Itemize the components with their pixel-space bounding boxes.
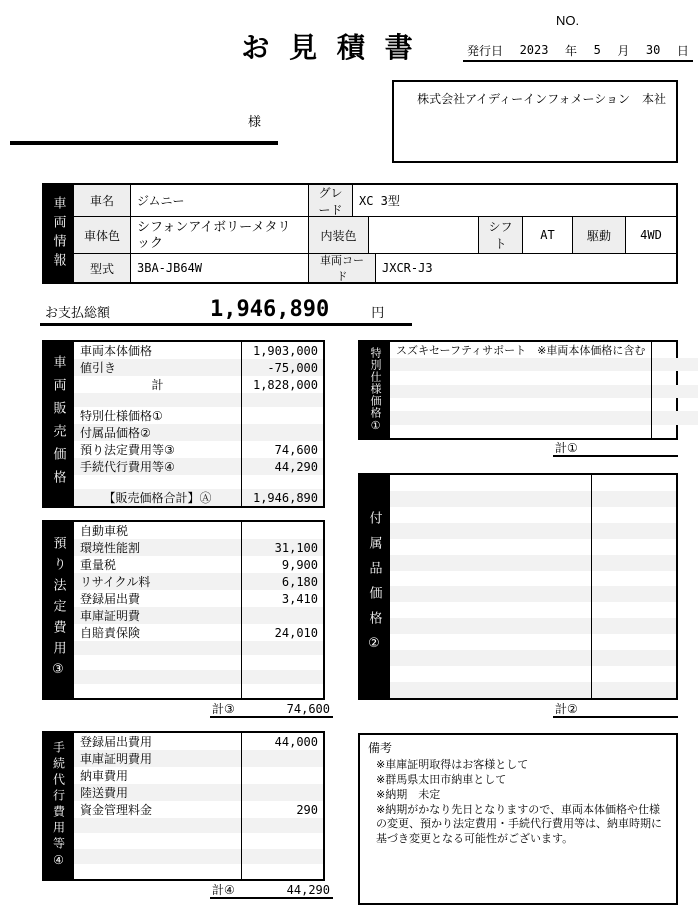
row-label: 付属品価格② [80,426,151,440]
accessories-section-label: 付属品価格② [367,510,383,663]
table-row [74,253,676,282]
issue-month: 5 [593,43,601,57]
table-row [390,507,676,523]
row-value: 24,010 [241,624,323,641]
page-title: お 見 積 書 [241,32,419,63]
subtotal-label: 計① [555,441,578,455]
deposit-fees-subtotal [210,701,333,718]
table-row [74,624,323,641]
subtotal-value: 74,600 [286,701,330,716]
table-row [74,185,676,216]
procedure-fees-section-band [44,733,74,879]
procedure-fees-section-label: 手続代行費用等④ [51,741,66,871]
row-value [241,607,323,624]
issue-day: 30 [645,43,661,57]
table-row [390,523,676,539]
grade-value: XC 3型 [352,185,676,216]
deposit-fees-section-label: 預り法定費用③ [51,535,67,685]
table-row [390,491,676,507]
row-value [241,767,323,784]
special-spec-subtotal [553,440,678,457]
document-number-label: NO. [556,13,580,28]
table-row [74,393,323,407]
shift-label: シフト [478,217,522,253]
table-row [390,682,676,698]
accessories-section-band [360,475,390,698]
subtotal-value: 44,290 [286,882,330,897]
deposit-fees-section-band [44,522,74,698]
table-row [74,475,323,489]
accessories-table [358,473,678,700]
issue-month-suffix: 月 [617,43,630,58]
table-row [390,411,698,424]
table-row [390,586,676,602]
special-spec-section-label: 特別仕様価格① [369,347,381,433]
row-value: 290 [241,801,323,818]
row-value: 74,600 [241,441,323,458]
remark-line: ※群馬県太田市納車として [376,773,507,786]
customer-name-underline [10,141,278,145]
row-value: 9,900 [241,556,323,573]
table-row [390,650,676,666]
row-label: 陸送費用 [80,786,129,800]
accessories-subtotal [553,701,678,718]
procedure-fees-table [42,731,325,881]
vehicle-name-label: 車名 [74,185,130,216]
row-label: 車両本体価格 [80,344,153,358]
row-label: 計 [151,378,164,392]
sales-price-section-band [44,342,74,506]
table-row [390,571,676,587]
shift-value: AT [522,217,572,253]
table-row [390,342,698,358]
row-label: 手続代行費用等④ [80,460,175,474]
subtotal-label: 計④ [212,883,235,897]
table-row [74,784,323,801]
row-label: 【販売価格合計】Ⓐ [103,491,212,505]
row-label: 特別仕様価格① [80,409,163,423]
drive-value: 4WD [625,217,676,253]
row-value: 31,100 [241,539,323,556]
total-payment-label: お支払総額 [45,305,111,320]
row-label: 車庫証明費 [80,609,141,623]
table-row [390,371,698,384]
row-value [241,424,323,441]
issue-year: 2023 [519,43,549,57]
customer-honorific: 様 [248,114,262,129]
table-row [390,634,676,650]
table-row [390,398,698,411]
table-row [390,385,698,398]
table-row [74,655,323,669]
row-label: 値引き [80,361,117,375]
deposit-fees-table [42,520,325,700]
issue-date-label: 発行日 [467,43,504,58]
model-code-label: 型式 [74,254,130,282]
table-row [74,801,323,818]
table-row [390,358,698,371]
issue-date-line [463,40,693,62]
sales-price-table [42,340,325,508]
total-payment-line [40,298,412,326]
sales-price-section-label: 車両販売価格 [51,355,67,493]
total-payment-unit: 円 [371,305,385,320]
table-row [390,539,676,555]
table-row [390,555,676,571]
table-row [74,424,323,441]
row-value: 44,290 [241,458,323,475]
subtotal-label: 計② [555,702,578,716]
interior-color-value [368,217,478,253]
table-row [74,833,323,848]
remarks-title: 備考 [368,741,393,755]
table-row [74,670,323,684]
table-row [74,522,323,539]
row-label: 登録届出費用 [80,735,153,749]
issue-year-suffix: 年 [565,43,578,58]
table-row [74,573,323,590]
row-label: 預り法定費用等③ [80,443,175,457]
table-row [74,607,323,624]
table-row [390,602,676,618]
row-label: 自動車税 [80,524,129,538]
row-value [241,750,323,767]
vehicle-info-section-band [44,185,74,282]
row-value: 6,180 [241,573,323,590]
grade-label: グレード [308,185,352,216]
special-spec-table [358,340,678,440]
vehicle-code-value: JXCR-J3 [375,254,676,282]
model-code-value: 3BA-JB64W [130,254,308,282]
row-value [241,407,323,424]
table-row [74,733,323,750]
row-label: 重量税 [80,558,117,572]
row-value: 1,946,890 [241,489,323,506]
table-row [74,641,323,655]
table-row [390,618,676,634]
row-value [241,784,323,801]
special-spec-section-band [360,342,390,438]
drive-label: 駆動 [572,217,625,253]
row-label: 登録届出費 [80,592,141,606]
dealer-box [392,80,678,163]
row-label: リサイクル料 [80,575,151,589]
subtotal-label: 計③ [212,702,235,716]
table-row [74,750,323,767]
table-row [74,441,323,458]
table-row [74,556,323,573]
table-row [74,489,323,506]
row-label: スズキセーフティサポート ※車両本体価格に含む [396,345,646,357]
row-value: 1,903,000 [241,342,323,359]
row-label: 環境性能割 [80,541,141,555]
table-row [74,539,323,556]
table-row [74,359,323,376]
table-row [74,407,323,424]
table-row [74,342,323,359]
table-row [74,684,323,698]
row-label: 車庫証明費用 [80,752,153,766]
row-value: -75,000 [241,359,323,376]
body-color-label: 車体色 [74,217,130,253]
table-row [74,864,323,879]
vehicle-info-section-label: 車両情報 [51,195,67,272]
row-value: 44,000 [241,733,323,750]
table-row [74,458,323,475]
row-label: 自賠責保険 [80,626,141,640]
row-value [241,522,323,539]
row-value [651,342,698,358]
dealer-name: 株式会社アイディーインフォメーション 本社 [417,92,666,106]
procedure-fees-subtotal [210,882,333,899]
table-row [74,590,323,607]
table-row [74,216,676,253]
remark-line: ※納期がかなり先日となりますので、車両本体価格や仕様の変更、預かり法定費用・手続代行費用等は、納車時期に基づき変更となる可能性がございます。 [376,803,662,846]
vehicle-code-label: 車両コード [308,254,375,282]
table-row [390,475,676,491]
table-row [74,767,323,784]
remark-line: ※車庫証明取得はお客様として [376,759,529,771]
remark-line: ※納期 未定 [376,788,441,801]
table-row [74,818,323,833]
remarks-box [358,733,678,905]
table-row [74,849,323,864]
interior-color-label: 内装色 [308,217,368,253]
vehicle-info-table [42,183,678,284]
table-row [74,376,323,393]
table-row [390,425,698,438]
issue-day-suffix: 日 [676,43,689,58]
total-payment-amount: 1,946,890 [210,297,330,322]
body-color-value: シフォンアイボリーメタリック [130,217,308,253]
vehicle-name-value: ジムニー [130,185,308,216]
row-value: 1,828,000 [241,376,323,393]
row-label: 納車費用 [80,769,129,783]
row-label: 資金管理料金 [80,803,153,817]
row-value: 3,410 [241,590,323,607]
table-row [390,666,676,682]
